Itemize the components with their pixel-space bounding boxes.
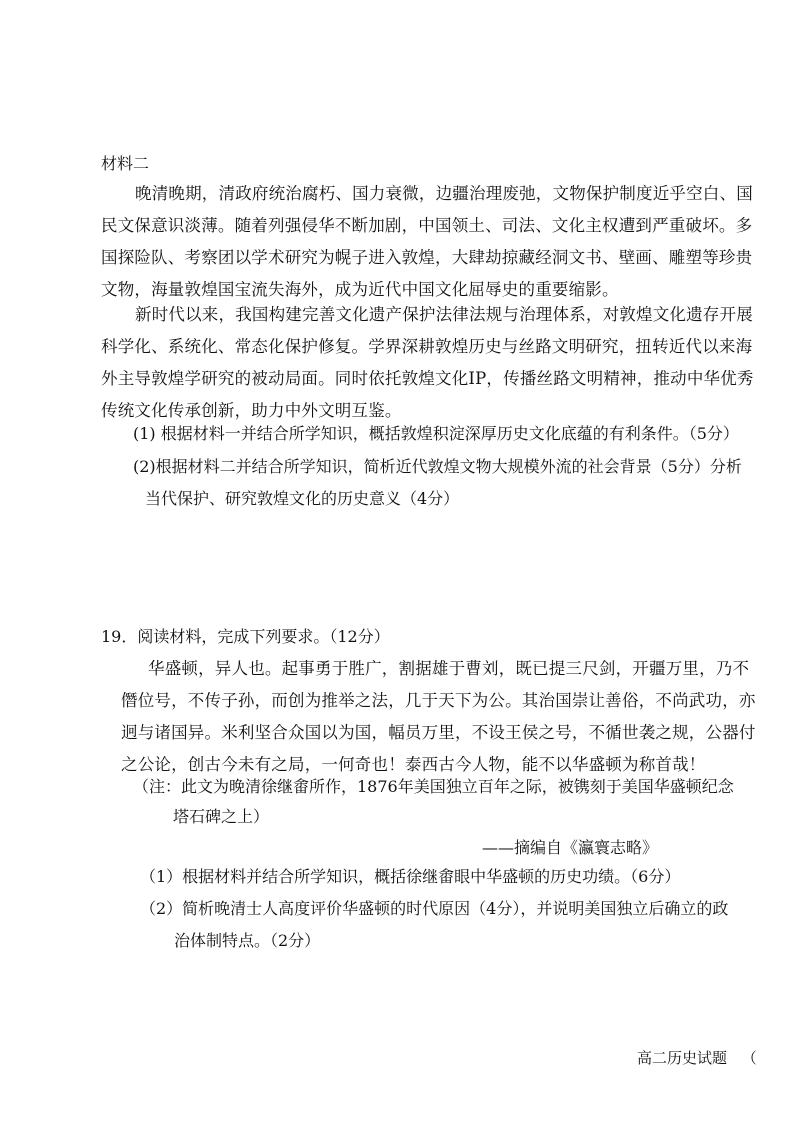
material2-question-2	[133, 451, 742, 515]
text-line: 传统文化传承创新，助力中外文明互鉴。	[101, 401, 402, 420]
text-line: 文物，海量敦煌国宝流失海外，成为近代中国文化屈辱史的重要缩影。	[101, 280, 619, 299]
text-line: 国探险队、考察团以学术研究为幌子进入敦煌，大肆劫掠藏经洞文书、壁画、雕塑等珍贵	[101, 248, 753, 267]
text-line: （注：此文为晚清徐继畬所作，1876年美国独立百年之际，被镌刻于美国华盛顿纪念	[133, 777, 734, 796]
question-19-subquestion-1: （1）根据材料并结合所学知识，概括徐继畬眼中华盛顿的历史功绩。（6分）	[140, 867, 681, 886]
material2-question-1: (1) 根据材料一并结合所学知识，概括敦煌积淀深厚历史文化底蕴的有利条件。（5分）	[133, 424, 739, 443]
material2-paragraph-2	[101, 299, 754, 427]
text-line: 僭位号，不传子孙，而创为推举之法，几于天下为公。其治国崇让善俗，不尚武功，亦	[121, 691, 756, 710]
question-19-passage	[101, 653, 756, 781]
text-line: 之公论，创古今未有之局，一何奇也！泰西古今人物，能不以华盛顿为称首哉！	[121, 755, 706, 774]
material2-paragraph-1	[101, 178, 753, 306]
text-line: (2)根据材料二并结合所学知识，简析近代敦煌文物大规模外流的社会背景（5分）分析	[133, 457, 742, 476]
page-footer	[637, 1048, 757, 1068]
question-19-note	[133, 772, 734, 832]
text-line: 新时代以来，我国构建完善文化遗产保护法律法规与治理体系，对敦煌文化遗存开展	[135, 305, 753, 324]
text-line: 晚清晚期，清政府统治腐朽、国力衰微，边疆治理废弛，文物保护制度近乎空白、国	[135, 184, 753, 203]
question-19-source: ——摘编自《瀛寰志略》	[482, 838, 659, 857]
question-19-title: 19．阅读材料，完成下列要求。（12分）	[101, 627, 390, 646]
material2-heading: 材料二	[101, 154, 150, 173]
text-line: 治体制特点。（2分）	[174, 931, 321, 950]
text-line: 科学化、系统化、常态化保护修复。学界深耕敦煌历史与丝路文明研究，扭转近代以来海	[101, 337, 753, 356]
text-line: 民文保意识淡薄。随着列强侵华不断加剧，中国领土、司法、文化主权遭到严重破坏。多	[101, 216, 753, 235]
text-line: 当代保护、研究敦煌文化的历史意义（4分）	[145, 489, 460, 508]
footer-label: 高二历史试题	[637, 1049, 728, 1067]
text-line: （2）简析晚清士人高度评价华盛顿的时代原因（4分），并说明美国独立后确立的政	[140, 899, 729, 918]
footer-page-fragment: （	[741, 1049, 757, 1067]
text-line: 华盛顿，异人也。起事勇于胜广，割据雄于曹刘，既已提三尺剑，开疆万里，乃不	[148, 659, 750, 678]
text-line: 迥与诸国异。米利坚合众国以为国，幅员万里，不设王侯之号，不循世袭之规，公器付	[121, 723, 756, 742]
text-line: 外主导敦煌学研究的被动局面。同时依托敦煌文化IP，传播丝路文明精神，推动中华优秀	[101, 369, 754, 388]
text-line: 塔石碑之上）	[173, 807, 270, 826]
question-19-subquestion-2	[140, 893, 728, 957]
